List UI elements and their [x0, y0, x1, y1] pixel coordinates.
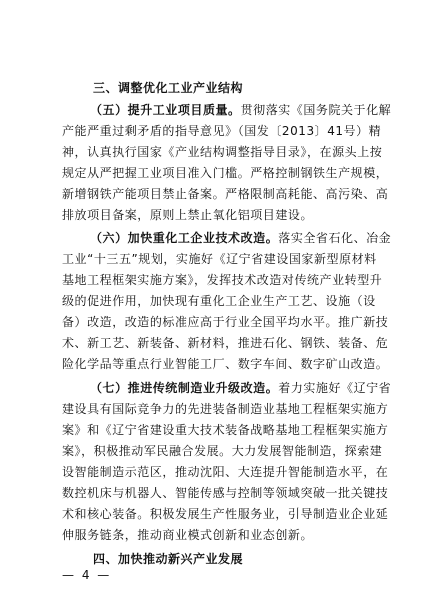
paragraph-7-lead: （七）推进传统制造业升级改造。 — [90, 381, 279, 395]
paragraph-6-text: 落实全省石化、冶金 — [278, 231, 392, 245]
paragraph-6-line-6: 术、新工艺、新装备、新材料，推进石化、钢铁、装备、危 — [62, 336, 389, 350]
paragraph-6-line-7: 险化学品等重点行业智能工厂、数字车间、数字矿山改造。 — [62, 357, 389, 371]
paragraph-7-line-4: 案》，积极推动军民融合发展。大力发展智能制造，探索建 — [62, 444, 383, 458]
paragraph-7-line-7: 术和核心装备。积极发展生产性服务业，引导制造业企业延 — [62, 507, 389, 521]
page-number: — 4 — — [62, 568, 112, 582]
paragraph-6-line-4: 级的促进作用，加快现有重化工企业生产工艺、设施（设 — [62, 294, 376, 308]
paragraph-7-line-1 — [90, 381, 392, 395]
paragraph-5-line-1 — [90, 103, 392, 117]
paragraph-6-line-5: 备）改造，改造的标准应高于行业全国平均水平。推广新技 — [62, 315, 389, 329]
paragraph-7-line-2: 建设具有国际竞争力的先进装备制造业基地工程框架实施方 — [62, 402, 389, 416]
section-heading-4: 四、加快推动新兴产业发展 — [93, 552, 244, 566]
paragraph-7-line-6: 数控机床与机器人、智能传感与控制等领域突破一批关键技 — [62, 486, 389, 500]
paragraph-6-lead: （六）加快重化工企业技术改造。 — [90, 231, 279, 245]
paragraph-5-lead: （五）提升工业项目质量。 — [90, 103, 241, 117]
paragraph-5-line-5: 新增钢铁产能项目禁止备案。严格限制高耗能、高污染、高 — [62, 187, 389, 201]
paragraph-5-line-2: 产能严重过剩矛盾的指导意见》（国发〔2013〕41号）精 — [62, 124, 382, 138]
paragraph-5-line-3: 神，认真执行国家《产业结构调整指导目录》，在源头上按 — [62, 145, 383, 159]
paragraph-7-line-5: 设智能制造示范区，推动沈阳、大连提升智能制造水平，在 — [62, 465, 389, 479]
paragraph-7-line-8: 伸服务链条，推动商业模式创新和业态创新。 — [62, 528, 314, 542]
paragraph-6-line-3: 基地工程框架实施方案》，发挥技术改造对传统产业转型升 — [62, 273, 383, 287]
paragraph-6-line-1 — [90, 231, 392, 245]
paragraph-5-line-4: 规定从严把握工业项目准入门槛。严格控制钢铁生产规模， — [62, 166, 389, 180]
paragraph-6-line-2: 工业“十三五”规划，实施好《辽宁省建设国家新型原材料 — [62, 252, 377, 266]
paragraph-7-line-3: 案》和《辽宁省建设重大技术装备战略基地工程框架实施方 — [62, 423, 389, 437]
paragraph-5-text: 贯彻落实《国务院关于化解 — [240, 103, 392, 117]
paragraph-7-text: 着力实施好《辽宁省 — [278, 381, 392, 395]
section-heading-3: 三、调整优化工业产业结构 — [93, 81, 244, 95]
paragraph-5-line-6: 排放项目备案，原则上禁止氧化铝项目建设。 — [62, 208, 314, 222]
